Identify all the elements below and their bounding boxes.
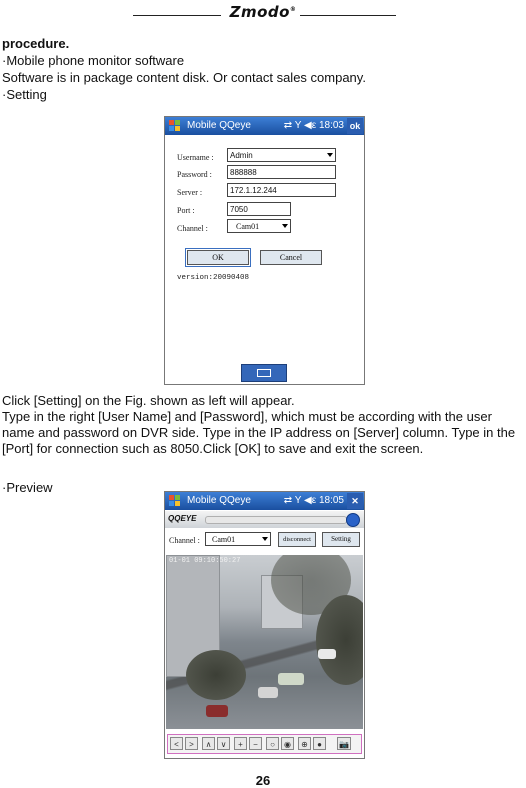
header-rule-right <box>300 15 396 16</box>
help-icon[interactable] <box>346 513 360 527</box>
down-arrow-button[interactable]: ∨ <box>217 737 230 750</box>
brand-text: QQEYE <box>168 514 197 523</box>
video-car <box>258 687 278 698</box>
volume-icon: ◀ε <box>304 120 317 131</box>
connection-icon: ⇄ <box>283 120 293 131</box>
video-car <box>206 705 228 717</box>
server-field[interactable]: 172.1.12.244 <box>227 183 336 197</box>
header-rule-left <box>133 15 221 16</box>
password-field[interactable]: 888888 <box>227 165 336 179</box>
title-ok-button[interactable]: ok <box>347 118 363 134</box>
volume-icon: ◀ε <box>304 495 317 506</box>
right-arrow-button[interactable]: > <box>185 737 198 750</box>
setting-button[interactable]: Setting <box>322 532 360 547</box>
camera-video <box>166 555 363 729</box>
disconnect-button[interactable]: disconnect <box>278 532 316 547</box>
video-car <box>318 649 336 659</box>
chevron-down-icon <box>262 537 268 541</box>
close-button[interactable]: ✕ <box>347 493 363 509</box>
keyboard-button[interactable] <box>241 364 287 382</box>
keyboard-icon <box>257 369 271 377</box>
setting-app-title: Mobile QQeye <box>187 120 251 131</box>
ok-button[interactable]: OK <box>187 250 249 265</box>
connection-icon: ⇄ <box>283 495 293 506</box>
signal-icon: Y <box>294 120 302 131</box>
channel-select[interactable]: Cam01 <box>227 219 291 233</box>
text-setting-heading: ·Setting <box>2 87 47 102</box>
cancel-button[interactable]: Cancel <box>260 250 322 265</box>
channel-label: Channel : <box>177 224 208 233</box>
username-select[interactable]: Admin <box>227 148 336 162</box>
setting-instruction-1: Click [Setting] on the Fig. shown as left will appear. <box>2 393 295 408</box>
chevron-down-icon <box>327 153 333 157</box>
zoom-in-button[interactable]: + <box>234 737 247 750</box>
username-label: Username : <box>177 153 214 162</box>
record-button[interactable]: ● <box>313 737 326 750</box>
text-procedure: procedure. <box>2 36 70 51</box>
port-field[interactable]: 7050 <box>227 202 291 216</box>
preview-app-title: Mobile QQeye <box>187 495 251 506</box>
up-arrow-button[interactable]: ∧ <box>202 737 215 750</box>
preset-button[interactable]: ⊕ <box>298 737 311 750</box>
setting-instruction-2: Type in the right [User Name] and [Password], which must be according with the user name and password on DVR side. Type in the IP address on [Server] column. Type in the [Port] for connection such as 8050.Click [OK] to save and exit the screen. <box>2 409 516 456</box>
page-number: 26 <box>255 773 271 788</box>
windows-start-icon[interactable] <box>169 495 181 507</box>
iris-button[interactable]: ◉ <box>281 737 294 750</box>
password-label: Password : <box>177 170 212 179</box>
preview-channel-select[interactable]: Cam01 <box>205 532 271 546</box>
text-preview-heading: ·Preview <box>2 480 53 495</box>
video-tree <box>186 650 246 700</box>
setting-screen <box>164 116 365 385</box>
preview-channel-label: Channel : <box>169 536 200 545</box>
video-tree <box>316 595 363 685</box>
video-car <box>278 673 304 685</box>
left-arrow-button[interactable]: < <box>170 737 183 750</box>
server-label: Server : <box>177 188 203 197</box>
snapshot-camera-icon[interactable]: 📷 <box>337 737 351 750</box>
text-software-disk: Software is in package content disk. Or contact sales company. <box>2 70 366 85</box>
brand-bar <box>165 511 364 528</box>
ptz-control-bar <box>167 734 362 754</box>
setting-titlebar <box>165 117 364 135</box>
preview-screen <box>164 491 365 759</box>
brand-logo: Zmodo® <box>229 3 297 21</box>
preview-clock: 18:05 <box>318 495 344 506</box>
signal-icon: Y <box>294 495 302 506</box>
text-mobile-software-heading: ·Mobile phone monitor software <box>2 53 185 68</box>
windows-start-icon[interactable] <box>169 120 181 132</box>
video-timestamp: 01-01 09:10:50:27 <box>169 557 241 565</box>
port-label: Port : <box>177 206 195 215</box>
preview-status-area <box>284 492 344 510</box>
zoom-out-button[interactable]: − <box>249 737 262 750</box>
setting-clock: 18:03 <box>318 120 344 131</box>
focus-button[interactable]: ○ <box>266 737 279 750</box>
preview-titlebar <box>165 492 364 510</box>
brand-slider <box>205 516 347 524</box>
chevron-down-icon <box>282 224 288 228</box>
setting-status-area <box>284 117 344 135</box>
version-text: version:20090408 <box>177 274 250 282</box>
